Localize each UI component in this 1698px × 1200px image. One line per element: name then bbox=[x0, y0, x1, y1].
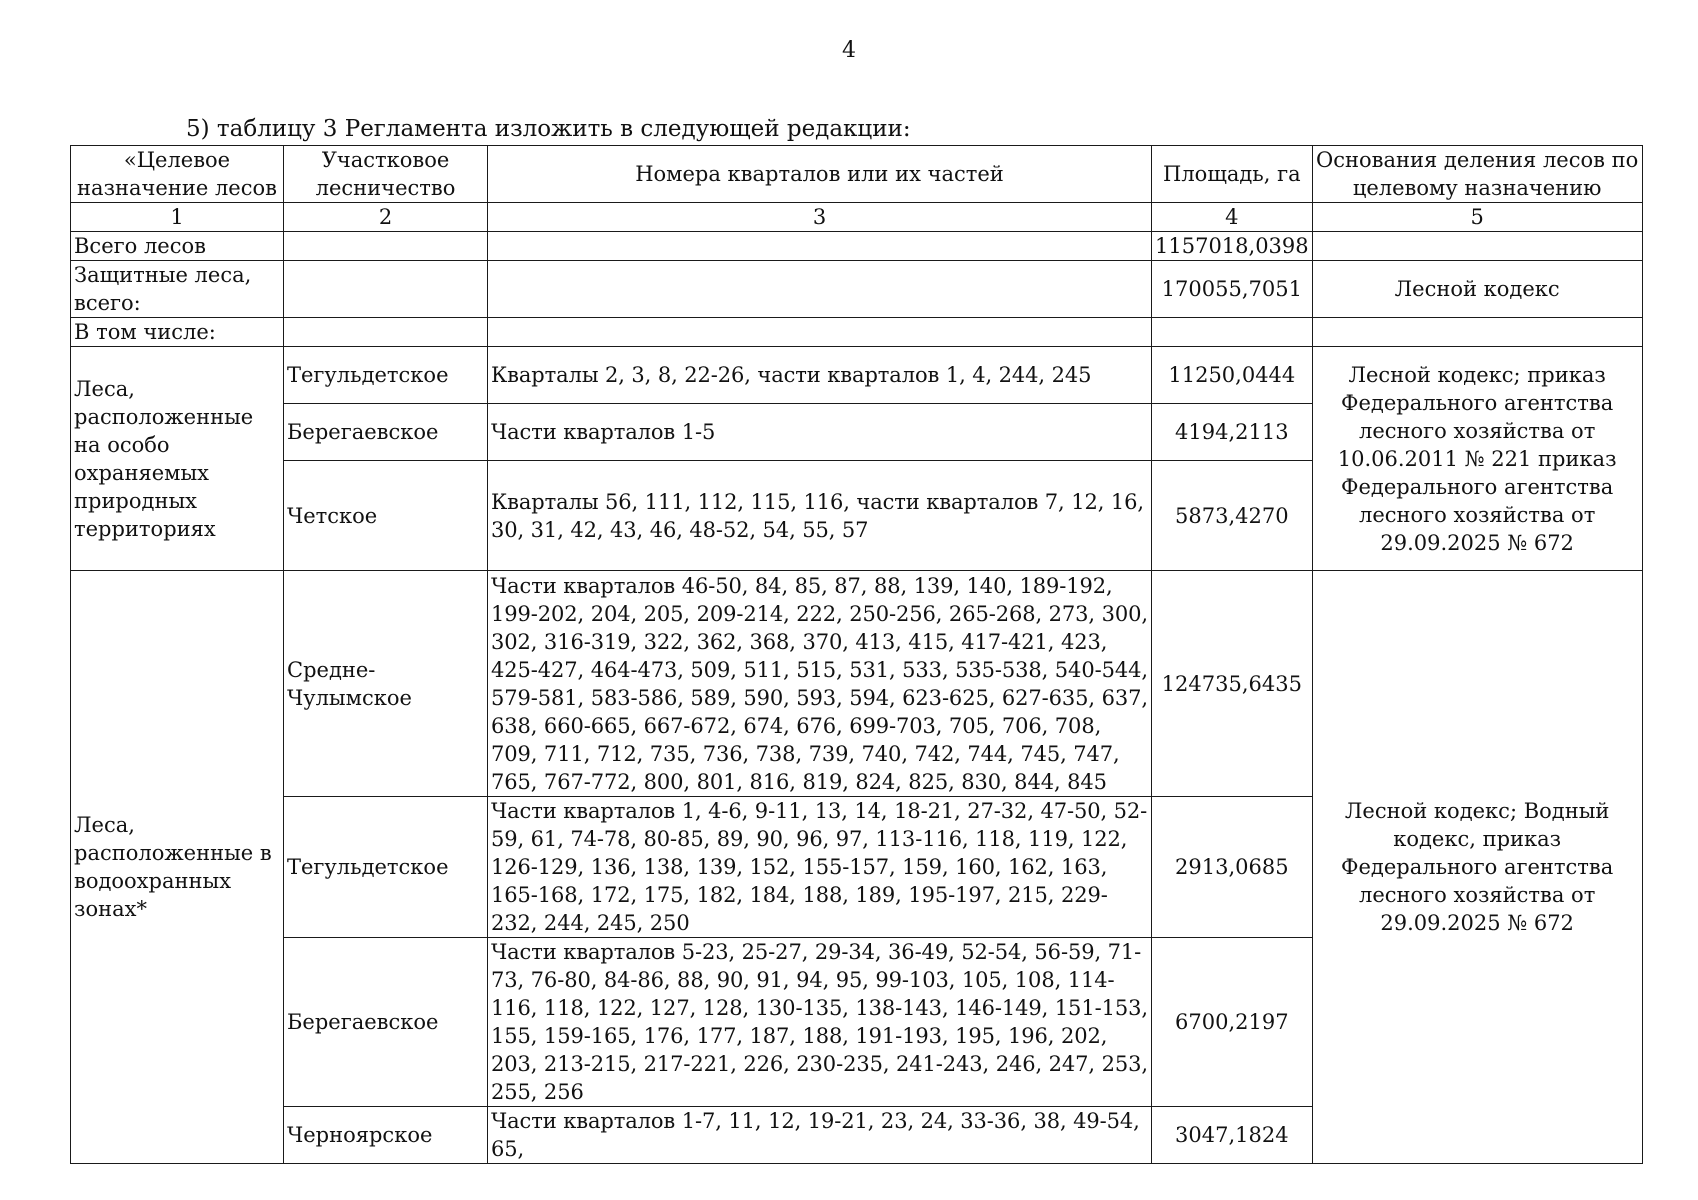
column-number-row bbox=[71, 203, 1643, 232]
quarters-list: Части кварталов 1-7, 11, 12, 19-21, 23, 24, 33-36, 38, 49-54, 65, bbox=[488, 1107, 1152, 1164]
header-forestry: Участковое лесничество bbox=[284, 146, 488, 203]
forestry-name: Четское bbox=[284, 461, 488, 571]
quarters-list: Кварталы 56, 111, 112, 115, 116, части кварталов 7, 12, 16, 30, 31, 42, 43, 46, 48-52, 54, 55, 57 bbox=[488, 461, 1152, 571]
column-number: 3 bbox=[488, 203, 1152, 232]
header-basis: Основания деления лесов по целевому назначению bbox=[1312, 146, 1642, 203]
column-number: 1 bbox=[71, 203, 284, 232]
column-number: 5 bbox=[1312, 203, 1642, 232]
basis-water: Лесной кодекс; Водный кодекс, приказ Федерального агентства лесного хозяйства от 29.09.2025 № 672 bbox=[1312, 571, 1642, 1164]
quarters-list: Части кварталов 1-5 bbox=[488, 404, 1152, 461]
table-row-including bbox=[71, 318, 1643, 347]
column-number: 4 bbox=[1152, 203, 1313, 232]
protective-area: 170055,7051 bbox=[1152, 261, 1313, 318]
protective-basis: Лесной кодекс bbox=[1312, 261, 1642, 318]
header-quarters: Номера кварталов или их частей bbox=[488, 146, 1152, 203]
forestry-name: Тегульдетское bbox=[284, 347, 488, 404]
page-number: 4 bbox=[842, 38, 856, 63]
forest-purpose-table bbox=[70, 145, 1643, 1164]
category-oopt: Леса, расположенные на особо охраняемых природных территориях bbox=[71, 347, 284, 571]
area-value: 5873,4270 bbox=[1152, 461, 1313, 571]
forestry-name: Берегаевское bbox=[284, 938, 488, 1107]
forestry-name: Средне-Чулымское bbox=[284, 571, 488, 797]
basis-oopt: Лесной кодекс; приказ Федерального агентства лесного хозяйства от 10.06.2011 № 221 приказ Федерального агентства лесного хозяйства от 29.09.2025 № 672 bbox=[1312, 347, 1642, 571]
table-row-protective bbox=[71, 261, 1643, 318]
forestry-name: Черноярское bbox=[284, 1107, 488, 1164]
total-label: Всего лесов bbox=[71, 232, 284, 261]
area-value: 124735,6435 bbox=[1152, 571, 1313, 797]
forestry-name: Тегульдетское bbox=[284, 797, 488, 938]
area-value: 4194,2113 bbox=[1152, 404, 1313, 461]
area-value: 2913,0685 bbox=[1152, 797, 1313, 938]
total-area: 1157018,0398 bbox=[1152, 232, 1313, 261]
quarters-list: Части кварталов 1, 4-6, 9-11, 13, 14, 18-21, 27-32, 47-50, 52-59, 61, 74-78, 80-85, 89, 90, 96, 97, 113-116, 118, 119, 122, 126-129, 136, 138, 139, 152, 155-157, 159, 160, 162, 163, 165-168, 172, 175, 182, 184, 188, 189, 195-197, 215, 229-232, 244, 245, 250 bbox=[488, 797, 1152, 938]
header-purpose: «Целевое назначение лесов bbox=[71, 146, 284, 203]
header-area: Площадь, га bbox=[1152, 146, 1313, 203]
table-row-total bbox=[71, 232, 1643, 261]
quarters-list: Части кварталов 46-50, 84, 85, 87, 88, 139, 140, 189-192, 199-202, 204, 205, 209-214, 222, 250-256, 265-268, 273, 300, 302, 316-319, 322, 362, 368, 370, 413, 415, 417-421, 423, 425-427, 464-473, 509, 511, 515, 531, 533, 535-538, 540-544, 579-581, 583-586, 589, 590, 593, 594, 623-625, 627-635, 637, 638, 660-665, 667-672, 674, 676, 699-703, 705, 706, 708, 709, 711, 712, 735, 736, 738, 739, 740, 742, 744, 745, 747, 765, 767-772, 800, 801, 816, 819, 824, 825, 830, 844, 845 bbox=[488, 571, 1152, 797]
area-value: 3047,1824 bbox=[1152, 1107, 1313, 1164]
table-row bbox=[71, 571, 1643, 797]
table-row bbox=[71, 347, 1643, 404]
quarters-list: Части кварталов 5-23, 25-27, 29-34, 36-49, 52-54, 56-59, 71-73, 76-80, 84-86, 88, 90, 91, 94, 95, 99-103, 105, 108, 114-116, 118, 122, 127, 128, 130-135, 138-143, 146-149, 151-153, 155, 159-165, 176, 177, 187, 188, 191-193, 195, 196, 202, 203, 213-215, 217-221, 226, 230-235, 241-243, 246, 247, 253, 255, 256 bbox=[488, 938, 1152, 1107]
intro-text: 5) таблицу 3 Регламента изложить в следующей редакции: bbox=[186, 116, 911, 142]
column-number: 2 bbox=[284, 203, 488, 232]
category-water: Леса, расположенные в водоохранных зонах* bbox=[71, 571, 284, 1164]
area-value: 6700,2197 bbox=[1152, 938, 1313, 1107]
area-value: 11250,0444 bbox=[1152, 347, 1313, 404]
forestry-name: Берегаевское bbox=[284, 404, 488, 461]
quarters-list: Кварталы 2, 3, 8, 22-26, части кварталов 1, 4, 244, 245 bbox=[488, 347, 1152, 404]
including-label: В том числе: bbox=[71, 318, 284, 347]
protective-label: Защитные леса, всего: bbox=[71, 261, 284, 318]
table-header-row bbox=[71, 146, 1643, 203]
